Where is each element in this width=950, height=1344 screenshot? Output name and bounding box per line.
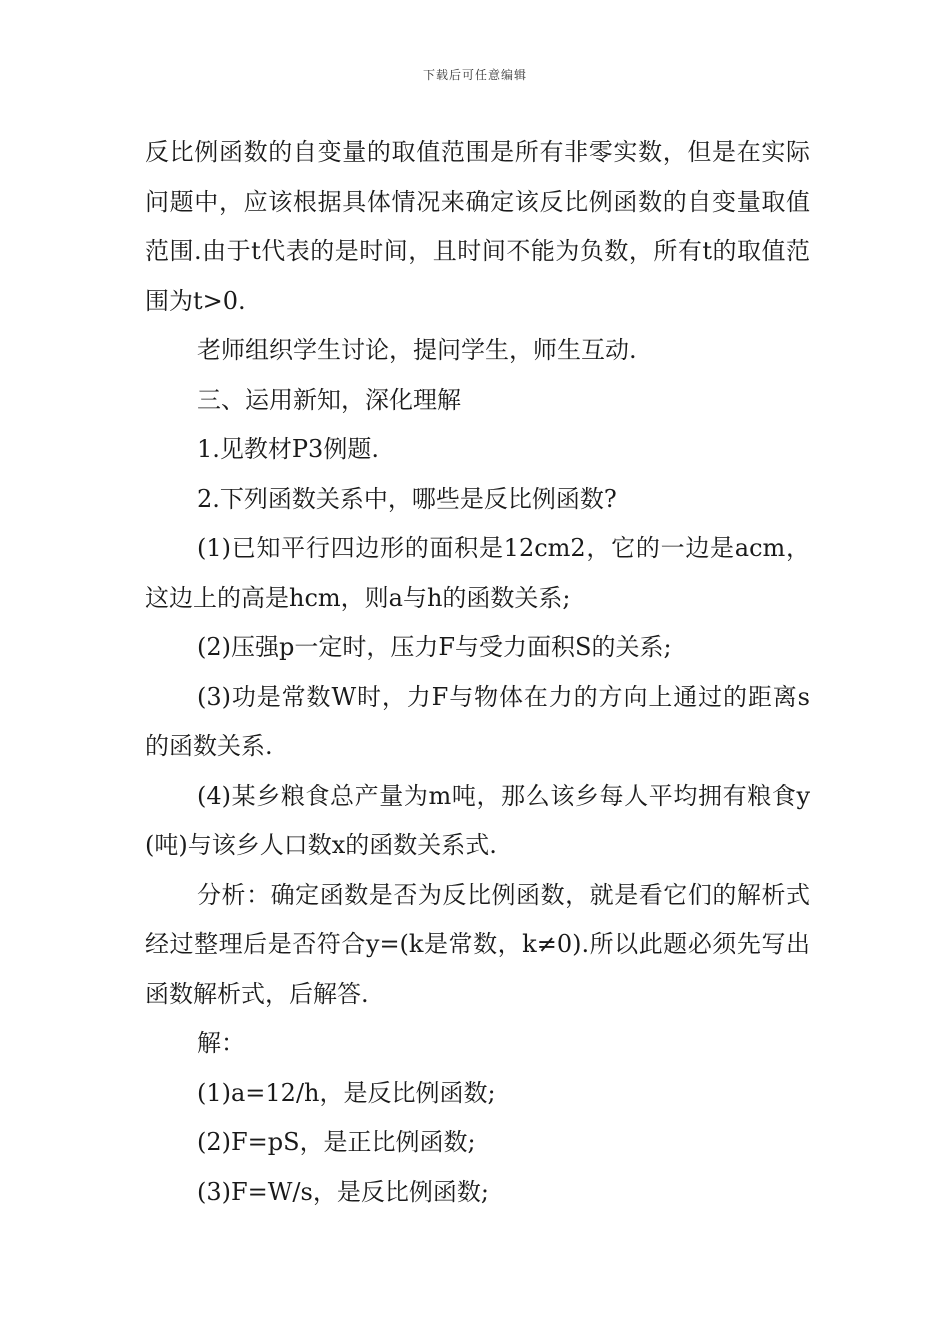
page-header: 下载后可任意编辑 [422, 68, 527, 82]
answer-1: (1)a=12/h，是反比例函数; [197, 1078, 496, 1107]
document-body [145, 128, 810, 1217]
question-4: (4)某乡粮食总产量为m吨，那么该乡每人平均拥有粮食y(吨)与该乡人口数x的函数关系式. [145, 781, 810, 859]
section-heading-apply: 三、运用新知，深化理解 [197, 385, 461, 414]
question-1: (1)已知平行四边形的面积是12cm2，它的一边是acm，这边上的高是hcm，则a与h的函数关系; [145, 534, 810, 612]
list-item-1: 1.见教材P3例题. [197, 435, 379, 463]
paragraph-intro: 反比例函数的自变量的取值范围是所有非零实数，但是在实际问题中，应该根据具体情况来确定该反比例函数的自变量取值范围.由于t代表的是时间，且时间不能为负数，所有t的取值范围为t>0. [145, 138, 810, 315]
answer-2: (2)F=pS，是正比例函数; [197, 1128, 476, 1156]
paragraph-discussion: 老师组织学生讨论，提问学生，师生互动. [197, 336, 637, 364]
question-2: (2)压强p一定时，压力F与受力面积S的关系; [197, 633, 672, 661]
question-3: (3)功是常数W时，力F与物体在力的方向上通过的距离s的函数关系. [145, 682, 810, 760]
list-item-2: 2.下列函数关系中，哪些是反比例函数? [197, 484, 617, 513]
solution-label: 解： [197, 1029, 245, 1057]
answer-3: (3)F=W/s，是反比例函数; [197, 1177, 489, 1206]
paragraph-analysis: 分析：确定函数是否为反比例函数，就是看它们的解析式经过整理后是否符合y=(k是常数，k≠0).所以此题必须先写出函数解析式，后解答. [145, 880, 810, 1008]
